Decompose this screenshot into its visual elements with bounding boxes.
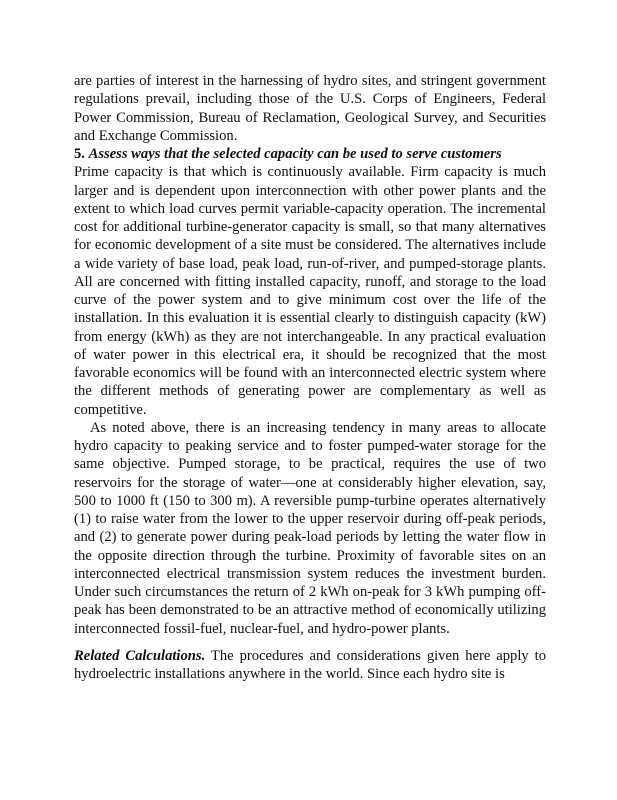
- document-page: [74, 72, 546, 683]
- section-5-heading: [74, 145, 546, 163]
- section-5-title: Assess ways that the selected capacity can be used to serve customers: [88, 146, 502, 162]
- related-calculations-paragraph: [74, 647, 546, 684]
- section-5-paragraph-2: As noted above, there is an increasing tendency in many areas to allocate hydro capacity to peaking service and to foster pumped-water storage for the same objective. Pumped storage, to be practical, requires the use of two reservoirs for the storage of water—one at considerably higher elevation, say, 500 to 1000 ft (150 to 300 m). A reversible pump-turbine operates alternatively (1) to raise water from the lower to the upper reservoir during off-peak periods, and (2) to generate power during peak-load periods by letting the water flow in the opposite direction through the turbine. Proximity of favorable sites on an interconnected electrical transmission system reduces the investment burden. Under such circumstances the return of 2 kWh on-peak for 3 kWh pumping off-peak has been demonstrated to be an attractive method of economically utilizing interconnected fossil-fuel, nuclear-fuel, and hydro-power plants.: [74, 419, 546, 637]
- related-calculations-label: Related Calculations.: [74, 647, 206, 664]
- section-5-number: 5.: [74, 146, 85, 162]
- section-5-paragraph-1: Prime capacity is that which is continuously available. Firm capacity is much larger and is dependent upon interconnection with other power plants and the extent to which load curves permit variable-capacity operation. The incremental cost for additional turbine-generator capacity is small, so that many alternatives for economic development of a site must be considered. The alternatives include a wide variety of base load, peak load, run-of-river, and pumped-storage plants. All are concerned with fitting installed capacity, runoff, and storage to the load curve of the power system and to give minimum cost over the life of the installation. In this evaluation it is essential clearly to distinguish capacity (kW) from energy (kWh) as they are not interchangeable. In any practical evaluation of water power in this electrical era, it should be recognized that the most favorable economics will be found with an interconnected electric system where the different methods of generating power are complementary as well as competitive.: [74, 164, 546, 418]
- related-calculations-text: The procedures and considerations given here apply to hydroelectric installations anywhere in the world. Since each hydro site is: [74, 647, 547, 682]
- intro-paragraph: are parties of interest in the harnessing of hydro sites, and stringent government regulations prevail, including those of the U.S. Corps of Engineers, Federal Power Commission, Bureau of Reclamation, Geological Survey, and Securities and Exchange Commission.: [74, 73, 546, 144]
